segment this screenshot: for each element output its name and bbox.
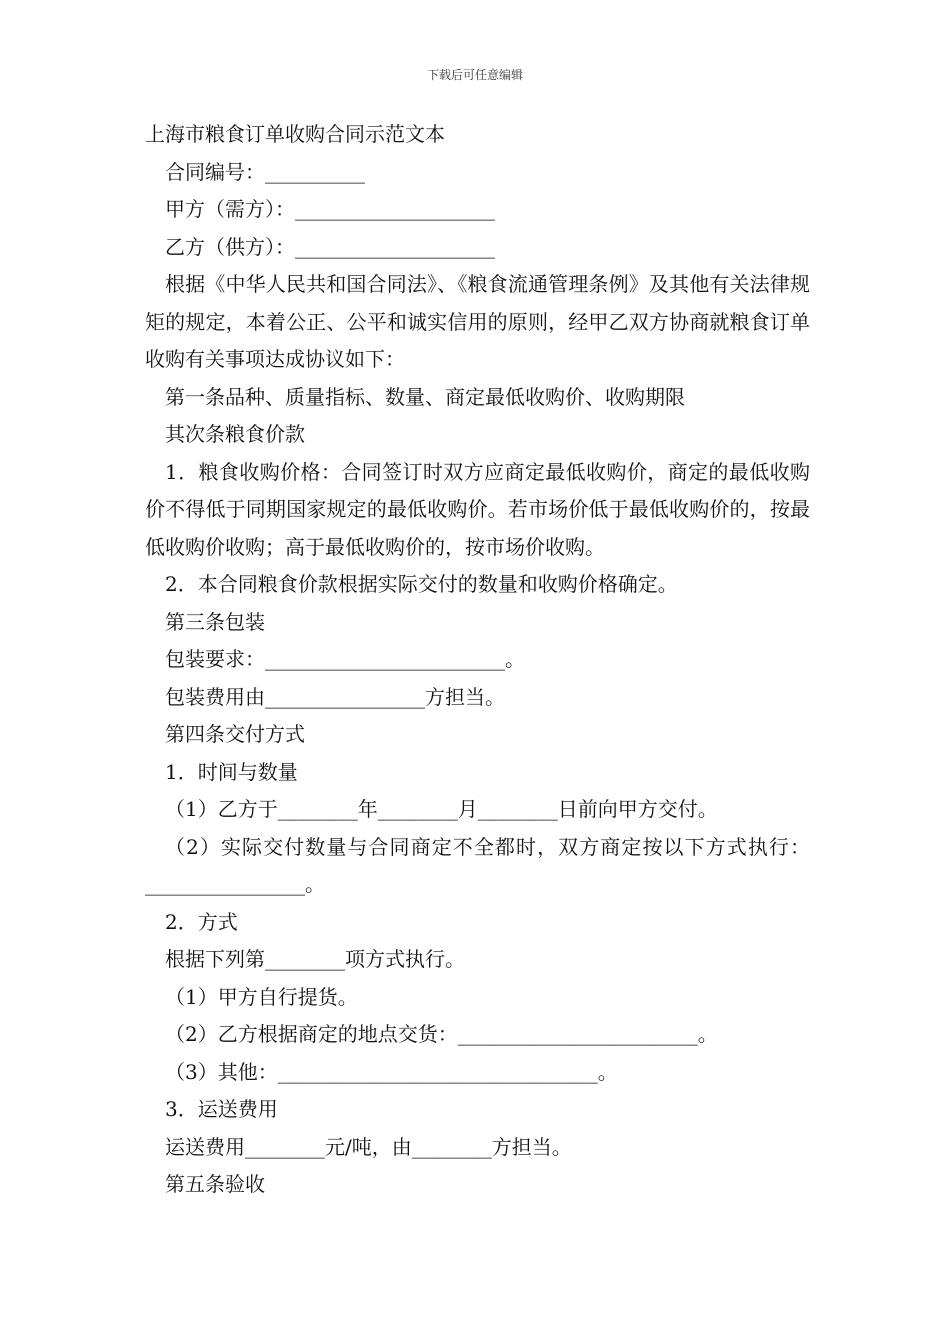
- delivery-date-line: （1）乙方于________年________月________日前向甲方交付。: [165, 797, 718, 821]
- delivery-quantity-clause: （2）实际交付数量与合同商定不全都时，双方商定按以下方式执行：________________。: [145, 834, 810, 896]
- method-option-3: （3）其他：________________________________。: [165, 1059, 618, 1084]
- article-4-section-2: 2．方式: [165, 909, 238, 934]
- article-4-section-3: 3．运送费用: [165, 1097, 278, 1121]
- party-a-line: 甲方（需方）：____________________: [165, 197, 495, 221]
- article-2-heading: 其次条粮食价款: [165, 422, 305, 446]
- article-5-heading: 第五条验收: [165, 1172, 265, 1196]
- document-body: [145, 116, 810, 1204]
- method-option-2: （2）乙方根据商定的地点交货：________________________。: [165, 1022, 718, 1046]
- intro-paragraph: 根据《中华人民共和国合同法》、《粮食流通管理条例》及其他有关法律规矩的规定，本着公正、公平和诚实信用的原则，经甲乙双方协商就粮食订单收购有关事项达成协议如下：: [145, 272, 810, 371]
- delivery-method-line: 根据下列第________项方式执行。: [165, 947, 465, 971]
- article-2-clause-1: 1．粮食收购价格：合同签订时双方应商定最低收购价，商定的最低收购价不得低于同期国家规定的最低收购价。若市场价低于最低收购价的，按最低收购价收购；高于最低收购价的，按市场价收购。: [145, 459, 810, 559]
- article-4-section-1: 1．时间与数量: [165, 759, 298, 784]
- article-2-clause-2: 2．本合同粮食价款根据实际交付的数量和收购价格确定。: [165, 572, 678, 596]
- page-header: 下载后可任意编辑: [426, 68, 523, 82]
- article-4-heading: 第四条交付方式: [165, 722, 305, 746]
- party-b-line: 乙方（供方）：____________________: [165, 234, 495, 259]
- article-3-heading: 第三条包装: [165, 609, 265, 634]
- document-title: 上海市粮食订单收购合同示范文本: [145, 122, 445, 146]
- packaging-requirement-line: 包装要求：________________________。: [165, 647, 525, 671]
- transport-cost-line: 运送费用________元/吨，由________方担当。: [165, 1134, 572, 1159]
- article-1-heading: 第一条品种、质量指标、数量、商定最低收购价、收购期限: [165, 384, 685, 409]
- packaging-cost-line: 包装费用由________________方担当。: [165, 684, 505, 709]
- method-option-1: （1）甲方自行提货。: [165, 984, 358, 1009]
- contract-number-line: 合同编号：__________: [165, 159, 365, 184]
